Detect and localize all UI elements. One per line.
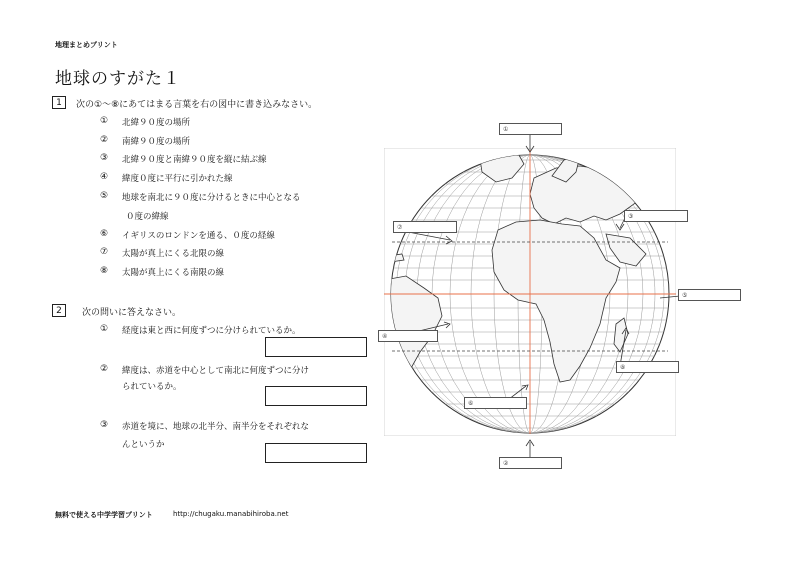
s1-item-7-text: 太陽が真上にくる北限の線 <box>122 249 225 259</box>
s1-item-3-text: 北緯９０度と南緯９０度を縦に結ぶ線 <box>122 155 267 165</box>
s1-item-8-text: 太陽が真上にくる南限の線 <box>122 268 225 278</box>
s2-q3-num: ③ <box>100 420 109 430</box>
s2-q3-line2: んというか <box>122 440 165 450</box>
map-label-5[interactable]: ⑤ <box>678 289 741 301</box>
map-label-3[interactable]: ③ <box>624 210 688 222</box>
s1-item-5-num: ⑤ <box>100 191 109 201</box>
header-label: 地理まとめプリント <box>55 41 118 49</box>
section-1-instruction: 次の①～⑧にあてはまる言葉を右の図中に書き込みなさい。 <box>76 100 318 110</box>
footer-label: 無料で使える中学学習プリント <box>55 511 153 519</box>
footer-url[interactable]: http://chugaku.manabihiroba.net <box>173 510 289 518</box>
page-title: 地球のすがた１ <box>55 69 181 89</box>
s1-item-4-text: 緯度０度に平行に引かれた線 <box>122 174 233 184</box>
s2-q2-line1: 緯度は、赤道を中心として南北に何度ずつに分け <box>122 366 310 376</box>
s1-item-3-num: ③ <box>100 153 109 163</box>
section-1-number: 1 <box>52 96 66 109</box>
map-label-4[interactable]: ④ <box>378 330 438 342</box>
s2-q1-num: ① <box>100 324 109 334</box>
s1-item-5-text-cont: ０度の緯線 <box>126 212 169 222</box>
section-2-instruction: 次の問いに答えなさい。 <box>82 308 182 318</box>
s2-q2-num: ② <box>100 364 109 374</box>
s1-item-6-text: イギリスのロンドンを通る、０度の経線 <box>122 231 275 241</box>
map-label-8[interactable]: ⑧ <box>616 361 679 373</box>
s1-item-4-num: ④ <box>100 172 109 182</box>
map-label-1[interactable]: ① <box>499 123 562 135</box>
s1-item-1-num: ① <box>100 116 109 126</box>
s1-item-5-text: 地球を南北に９０度に分けるときに中心となる <box>122 193 301 203</box>
s2-q2-line2: られているか。 <box>122 382 182 392</box>
s1-item-6-num: ⑥ <box>100 229 109 239</box>
s1-item-1-text: 北緯９０度の場所 <box>122 118 191 128</box>
s1-item-2-num: ② <box>100 135 109 145</box>
s2-q3-line1: 赤道を境に、地球の北半分、南半分をそれぞれな <box>122 422 310 432</box>
map-label-2[interactable]: ② <box>499 457 562 469</box>
s2-q1-line1: 経度は東と西に何度ずつに分けられているか。 <box>122 326 301 336</box>
map-label-6[interactable]: ⑥ <box>464 397 527 409</box>
map-label-7[interactable]: ⑦ <box>393 221 457 233</box>
s1-item-8-num: ⑧ <box>100 266 109 276</box>
s1-item-7-num: ⑦ <box>100 247 109 257</box>
section-2-number: 2 <box>52 304 66 317</box>
s1-item-2-text: 南緯９０度の場所 <box>122 137 191 147</box>
